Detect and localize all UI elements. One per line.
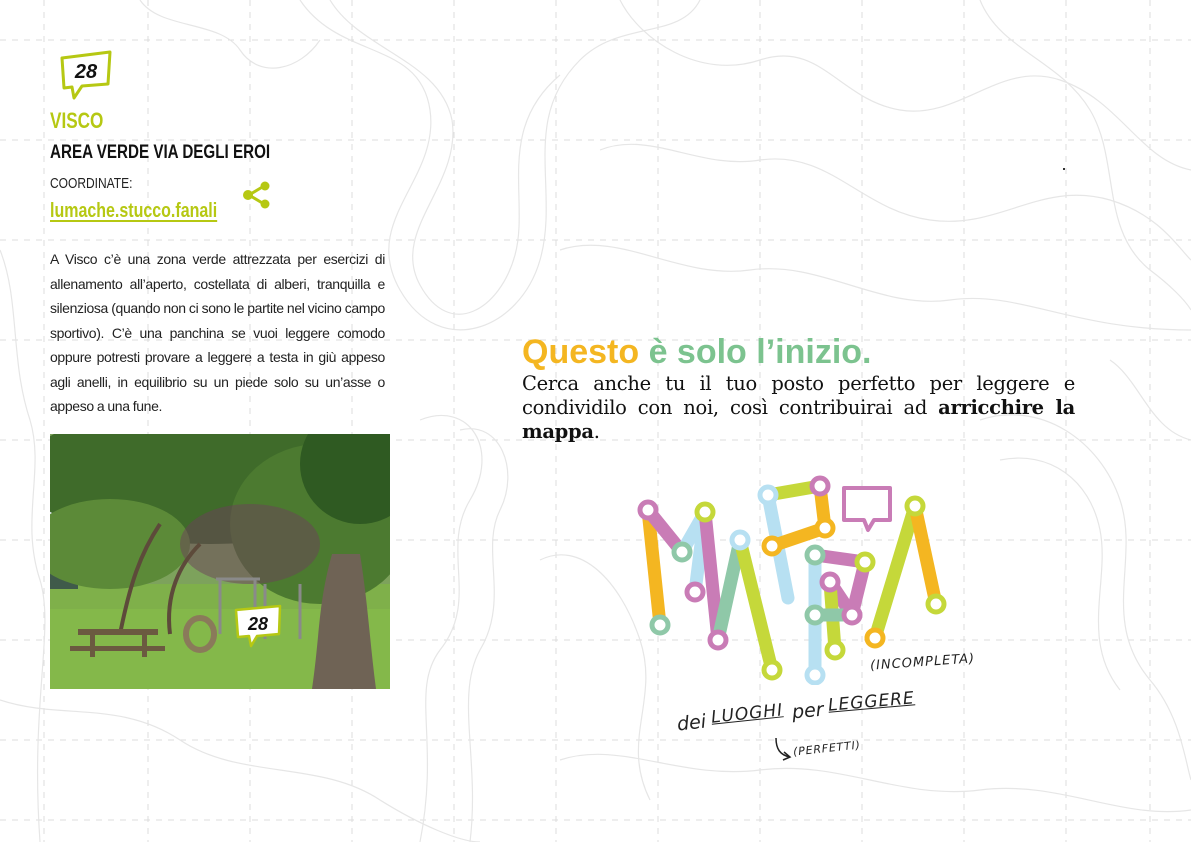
photo-badge-number: 28	[247, 614, 269, 634]
headline-highlight: Questo	[522, 333, 640, 371]
callout-headline	[522, 333, 872, 372]
place-name: AREA VERDE VIA DEGLI EROI	[50, 142, 271, 163]
caption-leggere: LEGGERE	[827, 688, 916, 716]
entry-number: 28	[74, 61, 98, 83]
caption-luoghi: LUOGHI	[710, 700, 785, 728]
mappa-metro-illustration	[620, 470, 965, 685]
speech-bubble-icon	[844, 488, 890, 530]
callout-body	[522, 372, 1075, 444]
place-photo	[50, 434, 390, 689]
callout-body-end: .	[593, 420, 600, 443]
caption-per: per	[791, 698, 825, 724]
callout-body-emphasis: arricchire la mappa	[522, 396, 1075, 443]
coordinates-label: COORDINATE:	[50, 175, 133, 192]
callout-body-text: Cerca anche tu il tuo posto perfetto per leggere e condividilo con noi, così contribuirai ad	[522, 372, 1075, 419]
coordinates-link[interactable]: lumache.stucco.fanali	[50, 200, 218, 222]
entry-number-badge	[58, 50, 114, 102]
caption-perfetti: (PERFETTI)	[792, 738, 862, 759]
town-name: VISCO	[50, 108, 104, 133]
place-description: A Visco c’è una zona verde attrezzata per esercizi di allenamento all’aperto, costellata di alberi, tranquilla e silenziosa (quando non ci sono le partite nel vicino campo sportivo). C’è una panchina se vuoi leggere comodo oppure potresti provare a leggere a testa in giù appeso agli anelli, in equilibrio su un piede solo su un’asse o appeso a una fune.	[50, 251, 385, 414]
caption-dei: dei	[675, 710, 708, 736]
share-icon[interactable]	[240, 180, 272, 210]
stray-dot	[1063, 168, 1065, 170]
incomplete-note: (INCOMPLETA)	[869, 651, 976, 674]
headline-rest: è solo l’inizio.	[648, 333, 872, 371]
